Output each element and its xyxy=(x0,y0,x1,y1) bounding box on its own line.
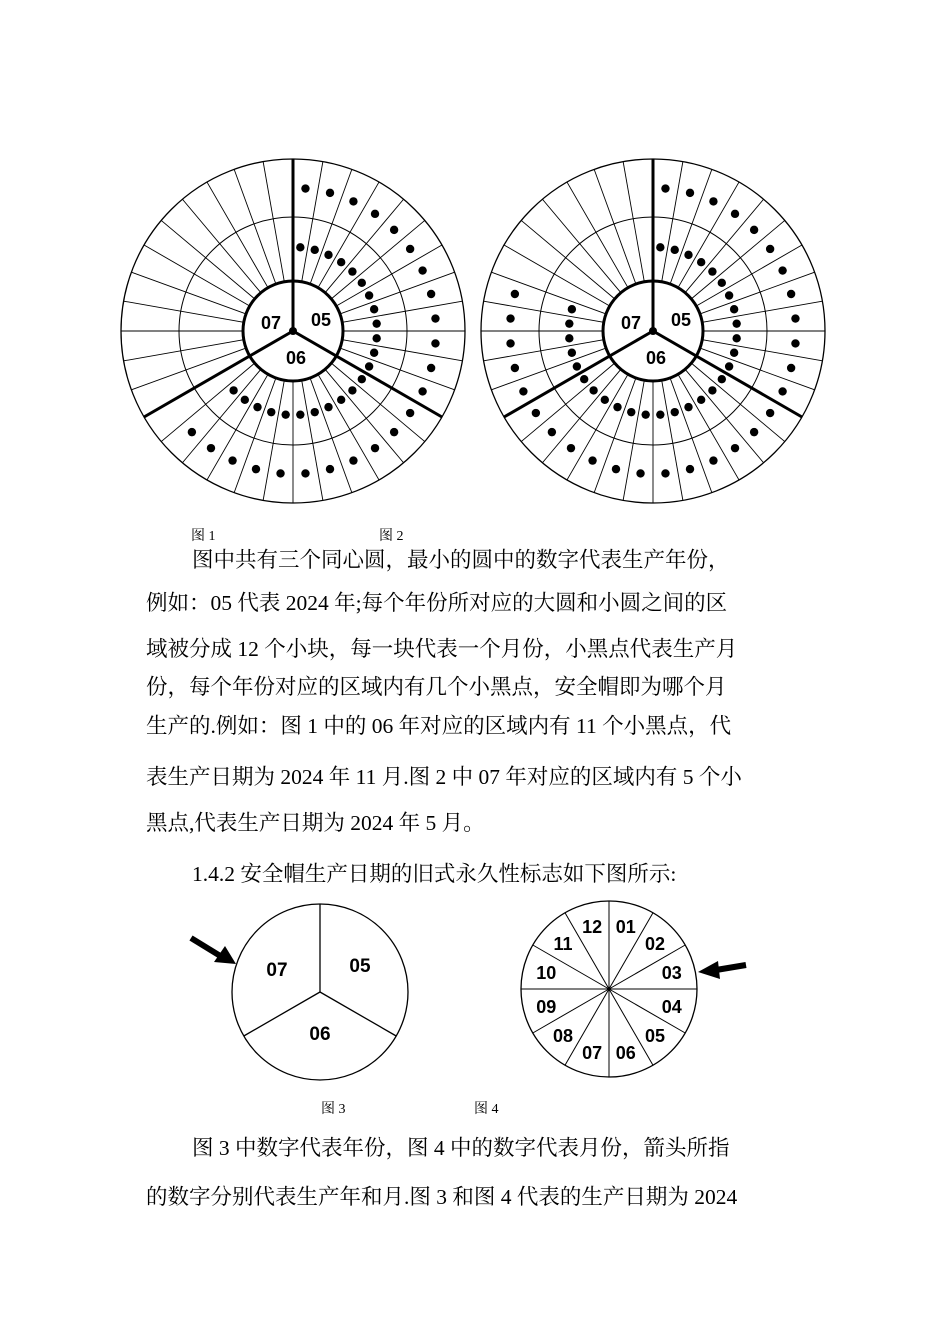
month-dot xyxy=(787,290,795,298)
month-dot xyxy=(370,349,378,357)
month-dot xyxy=(337,258,345,266)
month-divider xyxy=(325,199,403,292)
month-dot xyxy=(326,189,334,197)
month-dot xyxy=(766,409,774,417)
month-label: 06 xyxy=(615,1042,636,1063)
month-dot xyxy=(358,375,366,383)
month-divider xyxy=(685,199,763,292)
month-dot xyxy=(324,251,332,259)
year-label: 05 xyxy=(310,310,332,330)
month-dot xyxy=(725,291,733,299)
year-label: 05 xyxy=(349,956,371,977)
month-dot xyxy=(365,291,373,299)
month-divider xyxy=(491,272,606,314)
month-dot xyxy=(229,386,237,394)
month-dot xyxy=(627,408,635,416)
month-divider xyxy=(310,378,352,493)
month-dot xyxy=(580,375,588,383)
month-divider xyxy=(342,340,462,361)
month-dot xyxy=(750,428,758,436)
month-dot xyxy=(656,410,664,418)
year-label: 07 xyxy=(266,960,288,981)
month-dot xyxy=(427,290,435,298)
month-dot xyxy=(718,279,726,287)
month-dot xyxy=(671,408,679,416)
center-point xyxy=(289,327,297,335)
month-dot xyxy=(228,456,236,464)
month-divider xyxy=(623,380,644,500)
month-label: 07 xyxy=(582,1042,603,1063)
month-dot xyxy=(349,197,357,205)
figure-4-caption: 图 4 xyxy=(474,1102,499,1117)
month-dot xyxy=(390,428,398,436)
month-dot xyxy=(188,428,196,436)
month-dot xyxy=(358,279,366,287)
month-label: 03 xyxy=(661,963,682,984)
month-dot xyxy=(725,362,733,370)
month-dot xyxy=(532,409,540,417)
month-dot xyxy=(730,349,738,357)
month-divider xyxy=(331,363,424,441)
month-divider xyxy=(207,182,268,288)
month-divider xyxy=(484,340,604,361)
month-dot xyxy=(730,305,738,313)
month-dot xyxy=(656,243,664,251)
month-dot xyxy=(686,465,694,473)
month-dot xyxy=(778,387,786,395)
month-divider xyxy=(702,301,822,322)
month-dot xyxy=(431,339,439,347)
month-divider xyxy=(670,169,712,284)
month-dot xyxy=(418,266,426,274)
month-divider xyxy=(342,301,462,322)
month-dot xyxy=(732,334,740,342)
month-dot xyxy=(568,305,576,313)
month-divider xyxy=(340,272,455,314)
month-dot xyxy=(697,396,705,404)
month-divider xyxy=(131,272,246,314)
month-dot xyxy=(750,226,758,234)
month-dot xyxy=(372,334,380,342)
month-divider xyxy=(685,369,763,462)
month-dot xyxy=(311,246,319,254)
month-dot xyxy=(281,410,289,418)
month-divider xyxy=(623,162,644,282)
month-divider xyxy=(567,182,628,288)
month-dot xyxy=(276,469,284,477)
month-dot xyxy=(636,469,644,477)
month-dot xyxy=(708,386,716,394)
month-divider xyxy=(182,199,260,292)
month-dot xyxy=(612,465,620,473)
month-dot xyxy=(296,243,304,251)
month-dot xyxy=(371,444,379,452)
month-divider xyxy=(521,363,614,441)
month-divider xyxy=(302,162,323,282)
month-dot xyxy=(661,469,669,477)
figure-4-month-wheel xyxy=(500,895,770,1095)
year-label: 07 xyxy=(260,313,282,333)
figure-1-caption: 图 1 xyxy=(191,529,216,544)
month-dot xyxy=(372,319,380,327)
month-dot xyxy=(365,362,373,370)
month-dot xyxy=(406,245,414,253)
month-dot xyxy=(252,465,260,473)
month-divider xyxy=(182,369,260,462)
month-dot xyxy=(311,408,319,416)
figure-3-year-wheel xyxy=(150,895,450,1095)
month-dot xyxy=(348,267,356,275)
month-dot xyxy=(791,314,799,322)
month-dot xyxy=(731,444,739,452)
figure-2-caption: 图 2 xyxy=(379,529,404,544)
month-dot xyxy=(588,456,596,464)
month-divider xyxy=(484,301,604,322)
month-dot xyxy=(671,246,679,254)
month-dot xyxy=(390,226,398,234)
month-dot xyxy=(548,428,556,436)
month-divider xyxy=(594,378,636,493)
month-divider xyxy=(234,169,276,284)
month-dot xyxy=(301,184,309,192)
month-dot xyxy=(732,319,740,327)
figure-2-date-wheel xyxy=(475,0,950,520)
month-dot xyxy=(565,334,573,342)
month-divider xyxy=(124,301,244,322)
year-label: 06 xyxy=(645,348,667,368)
month-dot xyxy=(371,210,379,218)
month-dot xyxy=(253,403,261,411)
month-dot xyxy=(427,364,435,372)
arrow-head xyxy=(698,961,720,979)
month-divider xyxy=(662,162,683,282)
month-divider xyxy=(263,380,284,500)
month-dot xyxy=(568,349,576,357)
month-divider xyxy=(542,199,620,292)
month-dot xyxy=(506,314,514,322)
month-label: 08 xyxy=(553,1025,574,1046)
month-dot xyxy=(791,339,799,347)
month-dot xyxy=(718,375,726,383)
month-dot xyxy=(684,403,692,411)
month-divider xyxy=(263,162,284,282)
month-divider xyxy=(302,380,323,500)
month-label: 01 xyxy=(615,917,636,938)
year-label: 07 xyxy=(620,313,642,333)
month-divider xyxy=(691,220,784,298)
month-dot xyxy=(589,386,597,394)
month-divider xyxy=(702,340,822,361)
month-divider xyxy=(161,220,254,298)
month-divider xyxy=(161,363,254,441)
month-dot xyxy=(731,210,739,218)
month-divider xyxy=(542,369,620,462)
month-label: 09 xyxy=(536,996,557,1017)
month-dot xyxy=(787,364,795,372)
month-dot xyxy=(778,266,786,274)
month-divider xyxy=(504,245,610,306)
month-dot xyxy=(565,319,573,327)
month-dot xyxy=(267,408,275,416)
month-dot xyxy=(348,386,356,394)
month-dot xyxy=(641,410,649,418)
month-label: 11 xyxy=(553,934,573,955)
month-divider xyxy=(594,169,636,284)
arrow-shaft xyxy=(716,965,746,970)
month-divider xyxy=(670,378,712,493)
month-dot xyxy=(686,189,694,197)
month-divider xyxy=(521,220,614,298)
month-divider xyxy=(144,245,250,306)
month-label: 12 xyxy=(582,917,603,938)
month-dot xyxy=(519,387,527,395)
month-dot xyxy=(370,305,378,313)
month-dot xyxy=(241,396,249,404)
center-point xyxy=(649,327,657,335)
figure-1-date-wheel xyxy=(0,0,475,520)
month-dot xyxy=(207,444,215,452)
month-dot xyxy=(431,314,439,322)
month-dot xyxy=(511,290,519,298)
month-divider xyxy=(691,363,784,441)
figure-3-caption: 图 3 xyxy=(321,1102,346,1117)
month-dot xyxy=(573,362,581,370)
year-label: 05 xyxy=(670,310,692,330)
month-dot xyxy=(349,456,357,464)
month-dot xyxy=(601,396,609,404)
month-divider xyxy=(234,378,276,493)
month-dot xyxy=(709,456,717,464)
month-dot xyxy=(406,409,414,417)
month-divider xyxy=(325,369,403,462)
month-dot xyxy=(567,444,575,452)
month-dot xyxy=(766,245,774,253)
month-label: 05 xyxy=(644,1025,665,1046)
month-divider xyxy=(662,380,683,500)
month-dot xyxy=(709,197,717,205)
month-dot xyxy=(661,184,669,192)
month-divider xyxy=(310,169,352,284)
month-label: 04 xyxy=(661,996,682,1017)
month-label: 10 xyxy=(536,963,557,984)
month-label: 02 xyxy=(644,934,665,955)
month-divider xyxy=(331,220,424,298)
month-divider xyxy=(700,272,815,314)
year-label: 06 xyxy=(285,348,307,368)
month-dot xyxy=(418,387,426,395)
month-dot xyxy=(301,469,309,477)
year-wheel-divider xyxy=(320,992,396,1036)
month-dot xyxy=(684,251,692,259)
year-label: 06 xyxy=(309,1024,331,1045)
month-dot xyxy=(708,267,716,275)
month-dot xyxy=(326,465,334,473)
month-dot xyxy=(511,364,519,372)
month-dot xyxy=(697,258,705,266)
month-divider xyxy=(124,340,244,361)
month-dot xyxy=(506,339,514,347)
month-dot xyxy=(324,403,332,411)
arrow-shaft xyxy=(191,938,222,957)
month-dot xyxy=(613,403,621,411)
month-dot xyxy=(296,410,304,418)
month-dot xyxy=(337,396,345,404)
